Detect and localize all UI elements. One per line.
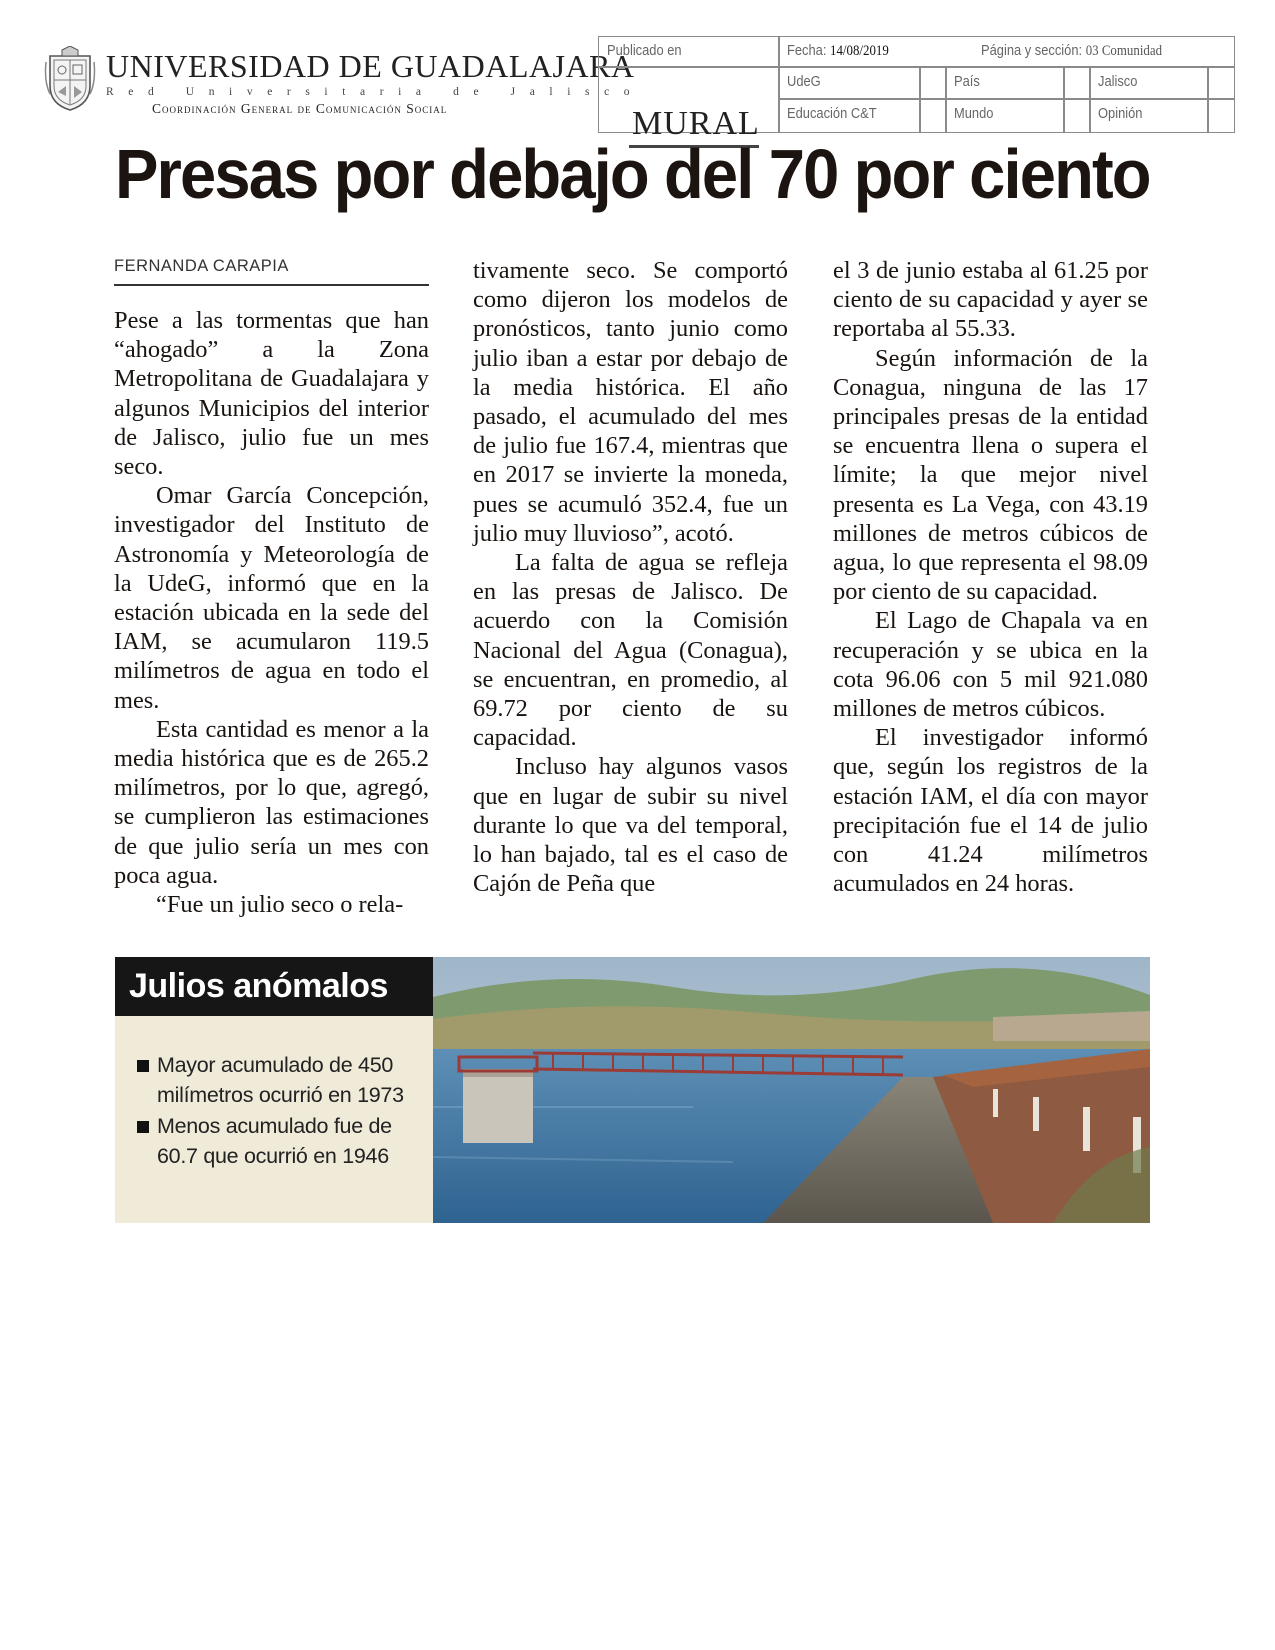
category-checkbox-jalisco xyxy=(1207,66,1235,100)
university-seal-icon xyxy=(44,46,96,112)
category-mundo: Mundo xyxy=(954,105,994,122)
paragraph: Omar García Concepción, investigador del Instituto de Astronomía y Meteorología de la UdeG, informó que en la estación ubicada en la sede del IAM, se acumularon 119.5 milímetros de agua en todo el mes. xyxy=(114,482,429,714)
institution-name: UNIVERSIDAD DE GUADALAJARA xyxy=(106,48,635,84)
infobox-list xyxy=(137,1051,427,1173)
paragraph: el 3 de junio estaba al 61.25 por ciento de su capacidad y ayer se reportaba al 55.33. xyxy=(833,257,1148,343)
list-item: Menos acumulado fue de 60.7 que ocurrió en 1946 xyxy=(137,1112,427,1171)
category-cell-pais xyxy=(945,66,1065,100)
paragraph: Pese a las tormentas que han “ahogado” a la Zona Metropolitana de Guadalajara y algunos Municipios del interior de Jalisco, julio fue un mes seco. xyxy=(114,307,429,481)
bullet-square-icon xyxy=(137,1060,149,1072)
article-byline: FERNANDA CARAPIA xyxy=(114,256,429,286)
date-value: 14/08/2019 xyxy=(830,43,889,59)
category-checkbox-educacion xyxy=(919,98,947,133)
category-cell-udeg xyxy=(778,66,921,100)
paragraph: “Fue un julio seco o rela- xyxy=(156,891,404,919)
category-checkbox-pais xyxy=(1063,66,1091,100)
category-cell-mundo xyxy=(945,98,1065,133)
date-cell xyxy=(778,36,1235,68)
date-label: Fecha: 14/08/2019 xyxy=(787,42,889,59)
category-cell-jalisco xyxy=(1089,66,1209,100)
category-checkbox-opinion xyxy=(1207,98,1235,133)
category-educacion: Educación C&T xyxy=(787,105,877,122)
category-cell-opinion xyxy=(1089,98,1209,133)
paragraph: El Lago de Chapala va en recuperación y se ubica en la cota 96.06 con 5 mil 921.080 millones de metros cúbicos. xyxy=(833,607,1148,723)
coordination-name: Coordinación General de Comunicación Social xyxy=(152,101,448,116)
institution-header xyxy=(44,44,645,124)
list-item: Mayor acumulado de 450 milímetros ocurrió en 1973 xyxy=(137,1051,427,1110)
category-cell-educacion xyxy=(778,98,921,133)
paragraph: Incluso hay algunos vasos que en lugar de subir su nivel durante lo que va del temporal, lo han bajado, tal es el caso de Cajón de Peña que xyxy=(473,753,788,898)
infobox-title: Julios anómalos xyxy=(115,957,433,1016)
category-checkbox-mundo xyxy=(1063,98,1091,133)
page-section-value: 03 Comunidad xyxy=(1085,43,1163,59)
paragraph: Esta cantidad es menor a la media histórica que es de 265.2 milímetros, por lo que, agregó, se cumplieron las estimaciones de que julio sería un mes con poca agua. xyxy=(114,715,429,889)
category-opinion: Opinión xyxy=(1098,105,1143,122)
institution-network: Red Universitaria de Jalisco xyxy=(106,86,645,98)
infobox xyxy=(115,957,1150,1223)
article-column-3 xyxy=(833,256,1148,898)
outlet-cell xyxy=(598,66,780,142)
dam-photo xyxy=(433,957,1150,1223)
article-column-1 xyxy=(114,256,429,919)
published-in-cell xyxy=(598,36,780,68)
category-pais: País xyxy=(954,73,980,90)
article-headline: Presas por debajo del 70 por ciento xyxy=(115,135,1150,213)
paragraph: La falta de agua se refleja en las presas de Jalisco. De acuerdo con la Comisión Nacional del Agua (Conagua), se encuentran, en promedio, al 69.72 por ciento de su capacidad. xyxy=(473,549,788,752)
paragraph: El investigador informó que, según los registros de la estación IAM, el día con mayor precipitación fue el 14 de julio con 41.24 milímetros acumulados en 24 horas. xyxy=(833,724,1148,898)
paragraph: tivamente seco. Se comportó como dijeron los modelos de pronósticos, tanto junio como julio iban a estar por debajo de la media histórica. El año pasado, el acumulado del mes de julio fue 167.4, mientras que en 2017 se invierte la moneda, pues se acumuló 352.4, fue un julio muy lluvioso”, acotó. xyxy=(473,257,788,547)
category-udeg: UdeG xyxy=(787,73,821,90)
category-checkbox-udeg xyxy=(919,66,947,100)
category-jalisco: Jalisco xyxy=(1098,73,1138,90)
infobox-panel xyxy=(115,957,433,1223)
publication-info-table xyxy=(598,36,1235,142)
page-section-label: Página y sección: 03 Comunidad xyxy=(981,42,1163,59)
article-column-2 xyxy=(473,256,788,898)
paragraph: Según información de la Conagua, ninguna de las 17 principales presas de la entidad se encuentra llena o supera el límite; la que mejor nivel presenta es La Vega, con 43.19 millones de metros cúbicos de agua, lo que representa el 98.09 por ciento de su capacidad. xyxy=(833,344,1148,606)
mural-logo: MURAL xyxy=(632,105,760,142)
published-in-label: Publicado en xyxy=(607,42,682,59)
bullet-square-icon xyxy=(137,1121,149,1133)
